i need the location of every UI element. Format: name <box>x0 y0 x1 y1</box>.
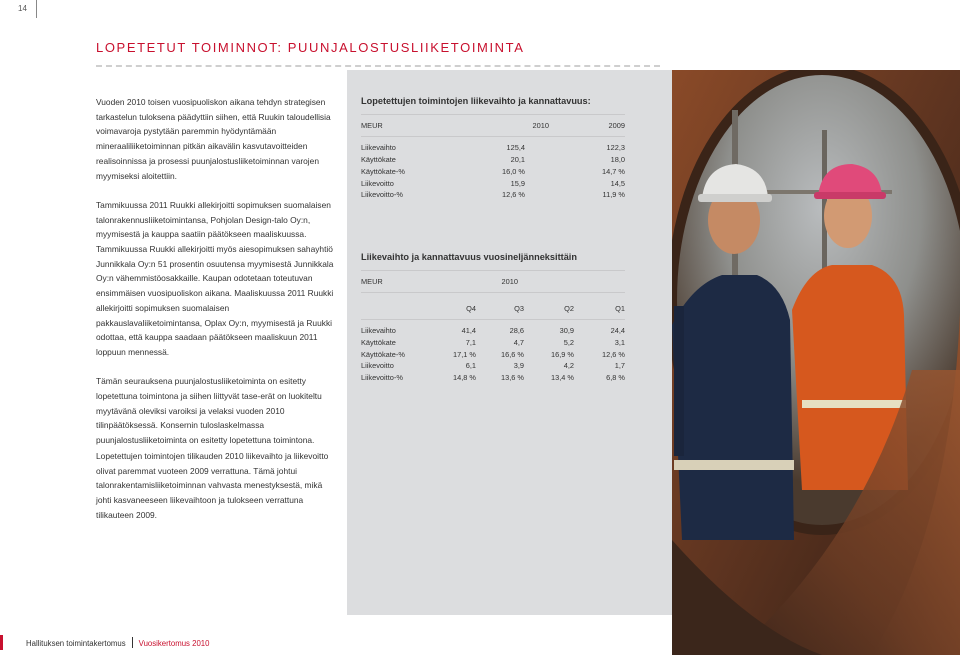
cell-value: 28,6 <box>509 325 524 335</box>
paragraph: Vuoden 2010 toisen vuosipuoliskon aikana tehdyn strategisen tarkastelun tuloksena päädyttiin siihen, että Ruukin taloudellisia voimavaroja pystytään paremmin hyödyntämään mineraaliliiketoiminnan pitkän aikavälin kasvutavoitteiden realisoinnissa ja prosessi puunjalostusliiketoiminnan varojen myymiseksi aloitettiin. <box>96 97 331 181</box>
column-header: Q3 <box>514 304 524 314</box>
row-label-empty <box>361 303 421 315</box>
table-header-row <box>361 303 625 315</box>
cell-value: 15,9 <box>510 178 525 188</box>
cell-value: 16,6 % <box>500 349 524 359</box>
workers-illustration <box>672 70 960 655</box>
table-rule <box>361 136 625 137</box>
table-row <box>361 177 625 189</box>
cell-value: 12,6 % <box>501 190 525 200</box>
cell-value: 13,6 % <box>500 373 524 383</box>
cell-value: 11,9 % <box>602 190 625 200</box>
column-header: Q4 <box>466 304 476 314</box>
row-label: Liikevaihto <box>361 325 396 335</box>
cell-value: 3,1 <box>614 337 625 347</box>
paragraph: Tammikuussa 2011 Ruukki allekirjoitti sopimuksen suomalaisen talonrakennusliiketoimintansa, Pohjolan Design-talo Oy:n, myymisestä ja kauppa saatiin päätökseen maaliskuussa. Tammikuussa Ruukki allekirjoitti myös aiesopimuksen sahayhtiö Junnikkala Oy:n 51 prosentin osuutensa myymisestä Junnikkala Oy:n vähemmistöosakkaille. Kaupan odotetaan toteutuvan ensimmäisen vuosipuoliskon aikana. Maaliskuussa 2011 Ruukki allekirjoitti sopimuksen suomalaisen pakkauslavaliiketoimintansa, Oplax Oy:n, myymisestä ja Ruukki odottaa, että kauppa saadaan päätökseen maaliskuun 2011 loppuun mennessä. <box>96 199 334 357</box>
table-row <box>361 360 625 372</box>
column-header: 2010 <box>532 121 549 131</box>
unit-label: MEUR <box>361 121 383 131</box>
column-header: 2009 <box>608 121 625 131</box>
cell-value: 20,1 <box>510 154 525 164</box>
row-label: Liikevoitto-% <box>361 190 403 200</box>
table-rule <box>361 270 625 271</box>
cell-value: 16,0 % <box>501 166 525 176</box>
page-number: 14 <box>18 4 27 13</box>
cell-value: 41,4 <box>461 325 476 335</box>
row-label: Liikevoitto <box>361 178 394 188</box>
table-row <box>361 165 625 177</box>
annual-results-table <box>361 142 625 201</box>
year-label: 2010 <box>501 277 518 287</box>
cell-value: 5,2 <box>563 337 574 347</box>
table-row <box>361 336 625 348</box>
cell-value: 14,8 % <box>452 373 476 383</box>
workers-photo <box>672 70 960 655</box>
cell-value: 16,9 % <box>550 349 574 359</box>
cell-value: 4,7 <box>513 337 524 347</box>
footer-publication-label: Vuosikertomus 2010 <box>138 639 210 648</box>
cell-value: 125,4 <box>506 143 525 153</box>
column-header: Q2 <box>564 304 574 314</box>
body-column-2 <box>96 449 336 523</box>
cell-value: 4,2 <box>563 361 574 371</box>
row-label: Liikevoitto <box>361 361 394 371</box>
table-row <box>361 325 625 337</box>
body-column-1 <box>96 95 336 448</box>
footer-section-label: Hallituksen toimintakertomus <box>26 639 126 648</box>
annual-results-header-table <box>361 120 625 132</box>
table-header-row <box>361 276 625 288</box>
table-row <box>361 372 625 384</box>
row-label: Liikevaihto <box>361 143 396 153</box>
table-rule <box>361 319 625 320</box>
paragraph: Lopetettujen toimintojen tilikauden 2010 liikevaihto ja liikevoitto olivat paremmat vuoteen 2009 verrattuna. Tämä johtui talonrakentamisliiketoiminnan vahvasta menestyksestä, mikä johti kasvaneeseen liikevaihtoon ja tulokseen verrattuna tilikauteen 2009. <box>96 451 329 520</box>
column-header: Q1 <box>615 304 625 314</box>
cell-value: 14,5 <box>610 178 625 188</box>
table-row <box>361 154 625 166</box>
footer <box>26 637 209 648</box>
cell-value: 14,7 % <box>601 166 625 176</box>
quarterly-results-table-body <box>361 325 625 384</box>
row-label: Liikevoitto-% <box>361 373 403 383</box>
row-label: Käyttökate-% <box>361 166 405 176</box>
cell-value: 3,9 <box>513 361 524 371</box>
annual-results-section <box>361 96 661 201</box>
row-label: Käyttökate <box>361 154 396 164</box>
table-rule <box>361 114 625 115</box>
quarterly-results-header-table <box>361 276 625 288</box>
row-label: Käyttökate <box>361 337 396 347</box>
table-row <box>361 348 625 360</box>
dashed-divider <box>96 65 660 67</box>
quarterly-results-section <box>361 252 661 384</box>
table-header-row <box>361 120 625 132</box>
cell-value: 30,9 <box>559 325 574 335</box>
quarterly-results-title: Liikevaihto ja kannattavuus vuosineljänneksittäin <box>361 252 577 262</box>
cell-value: 18,0 <box>610 154 625 164</box>
cell-value: 6,8 % <box>606 373 625 383</box>
table-rule <box>361 292 625 293</box>
cell-value: 1,7 <box>614 361 625 371</box>
footer-divider <box>132 637 133 648</box>
cell-value: 13,4 % <box>550 373 574 383</box>
quarterly-results-table <box>361 303 625 315</box>
cell-value: 12,6 % <box>601 349 625 359</box>
section-title: LOPETETUT TOIMINNOT: PUUNJALOSTUSLIIKETOIMINTA <box>96 40 525 55</box>
table-row <box>361 189 625 201</box>
cell-value: 24,4 <box>610 325 625 335</box>
cell-value: 122,3 <box>606 143 625 153</box>
cell-value: 17,1 % <box>452 349 476 359</box>
row-label: Käyttökate-% <box>361 349 405 359</box>
footer-accent-bar <box>0 635 3 650</box>
paragraph: Tämän seurauksena puunjalostusliiketoiminta on esitetty lopetettuna toimintona ja siihen liittyvät tase-erät on luokiteltu myytävänä oleviksi varoiksi ja velaksi vuoden 2010 tilinpäätöksessä. Konsernin tuloslaskelmassa puunjalostusliiketoiminta on esitetty lopetettuna toimintona. <box>96 376 322 446</box>
annual-results-title: Lopetettujen toimintojen liikevaihto ja kannattavuus: <box>361 96 591 106</box>
page-number-divider <box>36 0 37 18</box>
cell-value: 6,1 <box>465 361 476 371</box>
cell-value: 7,1 <box>465 337 476 347</box>
table-row <box>361 142 625 154</box>
unit-label: MEUR <box>361 277 383 287</box>
